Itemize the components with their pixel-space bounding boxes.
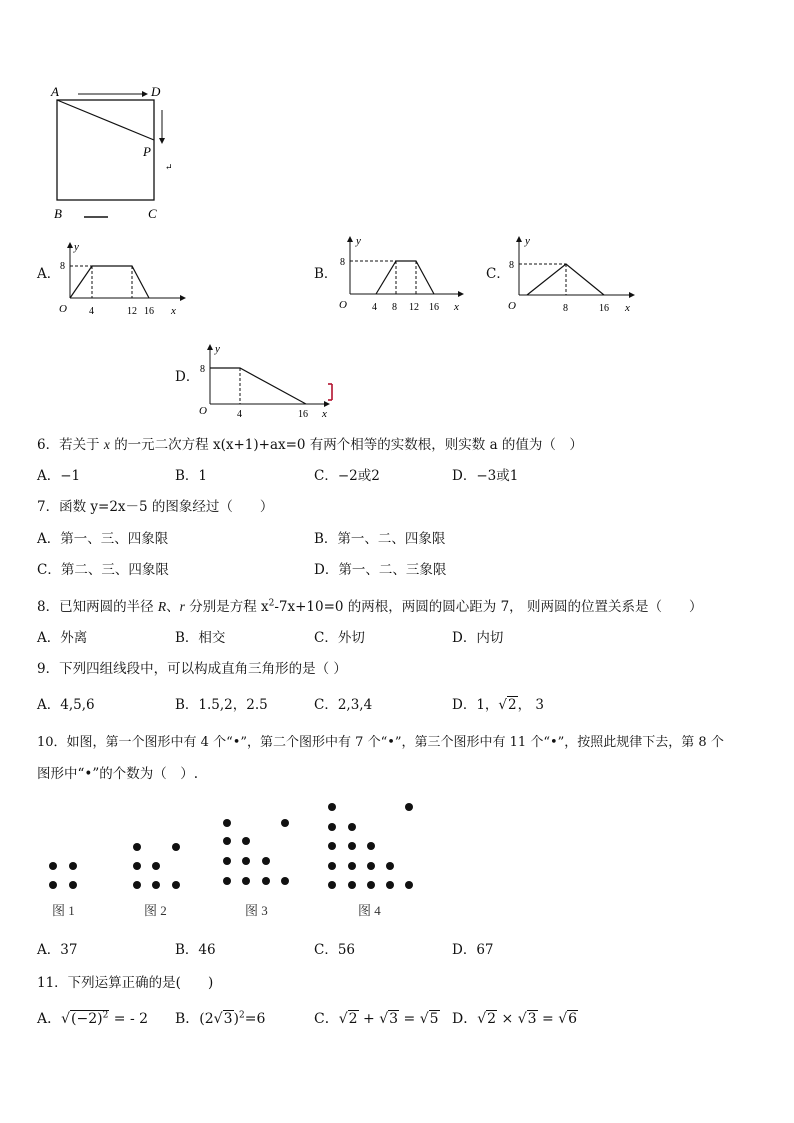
q11-a-rhs: = - 2 — [109, 1011, 149, 1027]
graph-c — [503, 234, 643, 314]
q11-a-exponent: 2 — [102, 1010, 109, 1021]
origin-label: O — [59, 303, 67, 315]
y-tick-8: 8 — [60, 261, 65, 272]
origin-label: O — [339, 299, 347, 311]
y-axis-label: y — [356, 235, 361, 247]
q11-b-text: ) — [233, 1011, 239, 1027]
q8-var-r-big: R — [157, 599, 167, 614]
origin-label: O — [199, 405, 207, 417]
q9-option-b: B．1.5,2，2.5 — [175, 697, 268, 713]
q11-option-a-letter: A． — [37, 1011, 62, 1027]
q11-option-b — [175, 1011, 265, 1027]
y-axis-label: y — [74, 241, 79, 253]
q11-radicand — [70, 1010, 109, 1027]
q11-operator: + — [358, 1011, 380, 1027]
q11-b-exponent: 2 — [238, 1010, 245, 1021]
sqrt-symbol: √5 — [419, 1011, 439, 1027]
q9-option-d-text: D．1， — [452, 697, 499, 713]
return-mark: ↵ — [165, 162, 173, 172]
graph-a — [54, 240, 194, 320]
q10-stem-line2: 图形中“•”的个数为（ ）. — [37, 766, 199, 782]
x-tick: 16 — [298, 409, 308, 420]
vertex-d: D — [151, 84, 161, 99]
vertex-c: C — [148, 206, 157, 221]
point-p: P — [143, 144, 151, 159]
q7-option-a: A．第一、三、四象限 — [37, 531, 169, 547]
y-axis-label: y — [525, 235, 530, 247]
q11-operator: = — [399, 1011, 420, 1027]
q6-option-a: A．−1 — [37, 468, 81, 484]
x-tick: 8 — [392, 302, 397, 313]
q6-option-d: D．−3或1 — [452, 468, 519, 484]
x-tick: 4 — [237, 409, 242, 420]
q11-b-text: B．(2 — [175, 1011, 214, 1027]
x-tick: 4 — [89, 306, 94, 317]
q6-variable: x — [103, 437, 110, 452]
q11-option-a — [37, 1011, 148, 1027]
q11-radicand: 2 — [487, 1011, 497, 1027]
q6-text: 的一元二次方程 x(x+1)+ax=0 有两个相等的实数根，则实数 a 的值为（ ） — [114, 437, 583, 453]
option-a-label: A． — [37, 266, 61, 282]
q9-stem: 9．下列四组线段中，可以构成直角三角形的是（ ） — [37, 661, 347, 677]
y-tick-8: 8 — [200, 364, 205, 375]
x-tick: 16 — [429, 302, 439, 313]
q6-text: 6．若关于 — [37, 437, 100, 453]
q8-option-c: C．外切 — [314, 630, 365, 646]
q11-stem: 11．下列运算正确的是( ) — [37, 975, 214, 991]
sqrt-symbol: √2 — [477, 1011, 497, 1027]
caption-fig2: 图 2 — [144, 903, 167, 918]
q7-stem: 7．函数 y=2x－5 的图象经过（ ） — [37, 499, 274, 515]
option-d-label: D． — [175, 369, 200, 385]
x-axis-label: x — [454, 301, 459, 313]
y-axis-label: y — [215, 343, 220, 355]
sqrt-symbol: √3 — [379, 1011, 399, 1027]
x-tick: 12 — [409, 302, 419, 313]
q11-radicand: 6 — [568, 1011, 578, 1027]
q7-option-c: C．第二、三、四象限 — [37, 562, 169, 578]
x-tick: 12 — [127, 306, 137, 317]
y-tick-8: 8 — [509, 260, 514, 271]
q11-b-rhs: =6 — [244, 1011, 266, 1027]
vertex-a: A — [51, 84, 59, 99]
q9-option-a: A．4,5,6 — [37, 697, 95, 713]
q8-option-a: A．外离 — [37, 630, 88, 646]
q7-option-d: D．第一、二、三象限 — [314, 562, 447, 578]
option-c-label: C． — [486, 266, 510, 282]
q9-option-d — [452, 697, 544, 713]
caption-fig3: 图 3 — [245, 903, 268, 918]
x-axis-label: x — [625, 302, 630, 314]
q6-option-c: C．−2或2 — [314, 468, 380, 484]
q8-option-b: B．相交 — [175, 630, 226, 646]
sqrt-symbol: √3 — [517, 1011, 537, 1027]
q10-option-b: B．46 — [175, 942, 216, 958]
q11-operator: × — [497, 1011, 518, 1027]
y-tick-8: 8 — [340, 257, 345, 268]
q9-option-d-text: ， 3 — [517, 697, 545, 713]
q8-text: 8．已知两圆的半径 — [37, 599, 158, 615]
dot-pattern-figure — [36, 795, 436, 925]
x-tick: 4 — [372, 302, 377, 313]
q10-option-d: D．67 — [452, 942, 494, 958]
q8-option-d: D．内切 — [452, 630, 504, 646]
vertex-b: B — [54, 206, 62, 221]
q11-radicand: 2 — [348, 1011, 358, 1027]
q10-stem-line1: 10．如图，第一个图形中有 4 个“•”，第二个图形中有 7 个“•”，第三个图形中有 11 个“•”，按照此规律下去，第 8 个 — [37, 735, 724, 750]
q11-option-c — [314, 1011, 440, 1027]
q11-option-c-letter: C． — [314, 1011, 339, 1027]
q11-a-inner: (−2) — [71, 1011, 103, 1027]
q9-option-c: C．2,3,4 — [314, 697, 373, 713]
q11-radicand: 5 — [429, 1011, 439, 1027]
q11-radicand: 3 — [389, 1011, 399, 1027]
q6-stem — [37, 437, 583, 453]
q11-option-d — [452, 1011, 578, 1027]
q8-text: 、 — [166, 599, 180, 615]
q6-option-b: B．1 — [175, 468, 208, 484]
q8-var-r-small: r — [179, 599, 185, 614]
sqrt-symbol: √3 — [213, 1011, 233, 1027]
sqrt-symbol: √6 — [558, 1011, 578, 1027]
q7-option-b: B．第一、二、四象限 — [314, 531, 446, 547]
q10-option-c: C．56 — [314, 942, 356, 958]
q9-radicand: 2 — [508, 697, 517, 713]
x-axis-label: x — [171, 305, 176, 317]
q10-option-a: A．37 — [37, 942, 78, 958]
q8-stem — [37, 599, 702, 615]
caption-fig4: 图 4 — [358, 903, 381, 918]
q8-exponent: 2 — [268, 598, 275, 609]
q11-radicand: 3 — [527, 1011, 537, 1027]
x-tick: 8 — [563, 303, 568, 314]
sqrt-symbol: √2 — [338, 1011, 358, 1027]
q8-text: -7x+10=0 的两根，两圆的圆心距为 7， 则两圆的位置关系是（ ） — [274, 599, 703, 615]
q11-operator: = — [537, 1011, 559, 1027]
q11-option-d-letter: D． — [452, 1011, 478, 1027]
caption-fig1: 图 1 — [52, 903, 75, 918]
q11-radicand: 3 — [223, 1011, 233, 1027]
x-tick: 16 — [599, 303, 609, 314]
graph-d — [198, 340, 348, 420]
sqrt-symbol: $√(-2)^2$ — [61, 1010, 109, 1027]
x-tick: 16 — [144, 306, 154, 317]
option-b-label: B． — [314, 266, 338, 282]
graph-b — [334, 234, 474, 314]
origin-label: O — [508, 300, 516, 312]
x-axis-label: x — [322, 408, 327, 420]
square-figure — [48, 84, 188, 224]
q8-text: 分别是方程 x — [184, 599, 269, 615]
sqrt-symbol: √2 — [498, 697, 517, 713]
